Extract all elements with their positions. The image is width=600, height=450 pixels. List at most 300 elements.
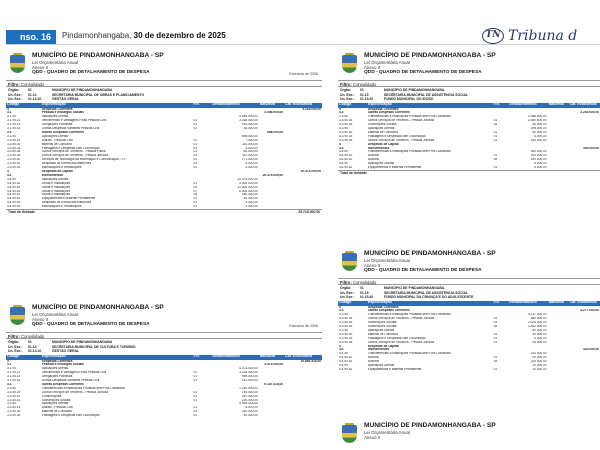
cell-code: 3.3.50	[339, 115, 348, 119]
cell-economic: 10.660.318,00	[300, 359, 321, 363]
cell-code: 3.3.50.43	[7, 398, 21, 402]
cell-resource: 01	[493, 154, 498, 158]
cell-description: Auxílios	[367, 360, 379, 364]
cell-description: Transferências a Instituições Privadas sem Fins Lucrativos	[367, 313, 451, 317]
org-name: MUNICÍPIO DE PINDAMONHANGABA	[52, 340, 113, 344]
unit-name: SECRETARIA MUNICIPAL DE ASSISTÊNCIA SOCIAL	[384, 290, 469, 295]
report-title: QDD - QUADRO DE DETALHAMENTO DE DESPESA	[32, 322, 150, 327]
cell-breakdown: 171.000,00	[241, 158, 258, 162]
cell-description: Equipamentos e Material Permanente	[41, 197, 96, 201]
subunit-row	[8, 97, 320, 102]
column-header: Cat. Econômica	[569, 301, 600, 306]
subunit-name: FUNDO MUNICIPAL DA CRIANÇA E DO ADOLESCENTE	[384, 295, 474, 299]
cell-resource: 01	[193, 142, 197, 146]
unit-code: 01.13	[28, 92, 37, 97]
cell-description: Contribuições	[41, 394, 62, 398]
date-prefix: Pindamonhangaba,	[62, 31, 132, 40]
cell-code: 3.1.90	[7, 115, 16, 119]
coat-of-arms-icon	[340, 251, 359, 273]
cell-breakdown: 3.233.000,00	[239, 371, 258, 375]
cell-description: Equipamentos e Material Permanente	[367, 368, 422, 371]
cell-breakdown: 745.000,00	[241, 390, 258, 394]
column-header: Natureza	[548, 103, 569, 108]
cell-code: 4.4	[339, 146, 344, 150]
column-header: Especificação	[367, 103, 493, 108]
coat-of-arms-icon	[340, 53, 359, 75]
unit-label: Un. Exe.:	[340, 97, 355, 101]
cell-resource: 01	[493, 130, 498, 134]
unit-code: 01.14	[28, 344, 37, 349]
unit-label: Un. Exe.:	[340, 92, 355, 97]
cell-code: 3.3.90	[7, 134, 16, 138]
cell-breakdown: 150.000,00	[530, 158, 547, 162]
cell-breakdown: 5.000,00	[534, 166, 547, 170]
cell-code: 3.1.90.13	[7, 375, 21, 379]
cell-breakdown: 1.832.000,00	[527, 325, 547, 329]
cell-resource: 01	[493, 119, 498, 123]
cell-resource: 05	[493, 158, 498, 162]
cell-breakdown: 7.000,00	[245, 138, 258, 142]
org-code: 01	[360, 88, 364, 92]
column-header: F.R.	[192, 355, 211, 360]
cell-breakdown: 287.000,00	[241, 394, 258, 398]
cell-description: Aplicações Diretas	[41, 367, 69, 371]
cell-breakdown: 11.000.000,00	[237, 185, 258, 189]
report-annex: Anexo II	[32, 317, 49, 322]
cell-resource: 01	[493, 356, 498, 360]
cell-description: Obrigações Patronais	[41, 123, 73, 127]
cell-description: Indenizações e Restituições	[41, 166, 82, 170]
cell-code: 4.4.90.51	[7, 189, 21, 193]
cell-description: Subvenções Sociais	[367, 123, 397, 127]
cell-breakdown: 200.000,00	[530, 154, 547, 158]
cell-resource: 01	[193, 201, 197, 205]
org-code: 01	[28, 340, 32, 344]
cell-code: 3.3.90.33	[7, 414, 21, 418]
cell-code: 3.1.90.13	[7, 123, 21, 127]
cell-code: 4.4.50	[339, 150, 348, 154]
unit-total	[6, 209, 322, 214]
cell-description: Obras e Instalações	[41, 189, 71, 193]
cell-description: Despesas de Capital	[367, 344, 399, 348]
cell-resource: 01	[193, 414, 197, 418]
cell-description: Outras Despesas Correntes	[41, 382, 84, 386]
cell-description: Aplicações Diretas	[367, 127, 395, 131]
cell-code: 3.3.90.14	[7, 138, 21, 142]
cell-code: 3.3.50.43	[339, 123, 353, 127]
cell-description: Aplicações Diretas	[41, 134, 69, 138]
report-header	[6, 302, 322, 332]
cell-code: 3.1	[7, 363, 12, 367]
unit-name: SECRETARIA MUNICIPAL DE ASSISTÊNCIA SOCIAL	[384, 92, 469, 97]
cell-description: Vencimentos e Vantagens Fixas Pessoal Civil	[41, 371, 107, 375]
cell-description: Serviços de Tecnologia da Informação e Comunicação - PJ	[41, 158, 126, 162]
cell-description: Obras e Instalações	[41, 185, 71, 189]
cell-breakdown: 180.000,00	[241, 193, 258, 197]
column-header: Código	[6, 103, 41, 108]
cell-resource: 01	[493, 166, 498, 170]
cell-description: Material de Consumo	[367, 332, 399, 336]
filter-label: Filtro:	[8, 82, 20, 87]
cell-breakdown: 30.000,00	[532, 332, 547, 336]
cell-breakdown: 2.025.000,00	[527, 321, 547, 325]
cell-economic	[284, 414, 322, 418]
cell-description: Despesas de Exercícios Anteriores	[41, 201, 92, 205]
cell-resource: 05	[493, 325, 498, 329]
cell-breakdown: 10.000,00	[532, 364, 547, 368]
column-header: Código	[338, 103, 367, 108]
unit-total-label: Total da Unidade	[340, 171, 368, 175]
cell-resource: 07	[193, 189, 197, 193]
cell-description: Aplicações Diretas	[41, 177, 69, 181]
cell-breakdown: 10.000,00	[532, 368, 547, 371]
cell-code: 4	[339, 142, 341, 146]
cell-code: 3.3.50.43	[339, 321, 353, 325]
org-block	[338, 285, 600, 301]
cell-code: 3.1.90.16	[7, 127, 21, 131]
cell-description: Passagens e Despesas com Locomoção	[367, 336, 426, 340]
column-header: Especificação	[367, 301, 493, 306]
table-row	[6, 414, 322, 418]
cell-description: Outras Despesas Correntes	[367, 111, 410, 115]
coat-of-arms-icon	[340, 423, 359, 445]
cell-code: 4.4.90.51	[7, 185, 21, 189]
cell-code: 4.4.50.42	[339, 158, 353, 162]
cell-description: Equipamentos e Material Permanente	[367, 166, 422, 170]
cell-resource: 01	[193, 123, 197, 127]
cell-code: 3.3.50.39	[7, 390, 21, 394]
cell-code: 3.3.90.33	[7, 146, 21, 150]
cell-code: 4	[339, 344, 341, 348]
cell-code: 4.4.50.42	[339, 154, 353, 158]
filter-label: Filtro:	[8, 334, 20, 339]
org-label: Órgão:	[340, 286, 352, 290]
filter-line	[6, 80, 322, 87]
budget-report-obras	[6, 50, 322, 296]
org-code: 01	[28, 88, 32, 92]
unit-code: 01.15	[360, 92, 369, 97]
edition-tag: nso. 16	[6, 30, 56, 44]
cell-description: Despesas de Capital	[367, 142, 399, 146]
cell-code: 4.4.50.42	[339, 356, 353, 360]
report-header	[6, 50, 322, 80]
cell-description: Outros Serviços de Terceiros - Pessoa Física	[41, 150, 106, 154]
cell-resource: 01	[193, 205, 197, 209]
cell-nature: 698.000,00	[267, 130, 284, 134]
cell-economic: 5.244.000,00	[302, 107, 321, 111]
brand-mark-icon: TN	[482, 28, 504, 44]
cell-breakdown: 60.000,00	[532, 328, 547, 332]
cell-breakdown: 320.000,00	[241, 410, 258, 414]
cell-code: 3.3.90.30	[7, 142, 21, 146]
cell-breakdown: 698.000,00	[241, 134, 258, 138]
expense-table	[6, 355, 322, 419]
cell-breakdown: 6.000.000,00	[239, 189, 258, 193]
report-municipality: MUNICÍPIO DE PINDAMONHANGABA - SP	[364, 422, 496, 429]
unit-name: SECRETARIA MUNICIPAL DE OBRAS E PLANEJAMENTO	[52, 92, 145, 97]
cell-breakdown: 4.217.000,00	[527, 313, 547, 317]
org-block	[6, 87, 322, 103]
org-label: Órgão:	[8, 88, 20, 92]
unit-total-value	[564, 171, 598, 175]
cell-breakdown: 5.000,00	[534, 162, 547, 166]
cell-resource: 01	[493, 368, 498, 371]
cell-code: 3.3.50	[339, 313, 348, 317]
cell-breakdown: 350.000,00	[530, 150, 547, 154]
column-header: Cat. Econômica	[569, 103, 600, 108]
cell-breakdown: 40.000,00	[532, 130, 547, 134]
filter-value: Consolidado	[21, 334, 45, 339]
publication-date	[62, 31, 226, 40]
cell-description: Obras e Instalações	[41, 181, 71, 185]
report-header	[338, 248, 600, 278]
report-annex: Anexo II	[364, 435, 381, 440]
cell-description: Obrigações Patronais	[41, 375, 73, 379]
cell-code: 4.4.90.52	[7, 197, 21, 201]
cell-description: Material de Consumo	[41, 142, 73, 146]
cell-breakdown: 2.050.000,00	[527, 119, 547, 123]
org-name: MUNICÍPIO DE PINDAMONHANGABA	[384, 286, 445, 290]
cell-code: 4.4.90.52	[339, 368, 353, 371]
report-municipality: MUNICÍPIO DE PINDAMONHANGABA - SP	[32, 52, 164, 59]
cell-description: Investimentos	[41, 173, 64, 177]
cell-resource: 05	[493, 123, 498, 127]
report-title: QDD - QUADRO DE DETALHAMENTO DE DESPESA	[364, 70, 482, 75]
cell-description: Material de Consumo	[41, 410, 73, 414]
subunit-code: 01.15.20	[360, 97, 374, 101]
filter-value: Consolidado	[353, 82, 377, 87]
cell-breakdown: 999.000,00	[241, 375, 258, 379]
cell-resource: 01	[193, 398, 197, 402]
cell-breakdown: 360.000,00	[530, 317, 547, 321]
subunit-code: 01.15.40	[360, 295, 374, 299]
cell-code: 3.3	[339, 309, 344, 313]
cell-resource: 05	[193, 185, 197, 189]
report-header	[338, 420, 600, 450]
cell-description: Despesas de Capital	[41, 170, 73, 173]
column-header: Natureza	[259, 355, 284, 360]
report-budget-law: Lei Orçamentária Anual	[364, 430, 410, 435]
cell-code: 4.4.50.42	[339, 360, 353, 364]
cell-breakdown: 978.000,00	[241, 123, 258, 127]
cell-resource: 01	[193, 162, 197, 166]
cell-code: 4.4	[339, 348, 344, 352]
subunit-row	[340, 295, 598, 300]
cell-resource: 01	[493, 134, 498, 138]
cell-nature: 6.187.318,00	[264, 382, 284, 386]
cell-economic: 20.474.000,00	[300, 170, 321, 173]
cell-resource: 01	[193, 410, 197, 414]
cell-economic: 320.000,00	[583, 348, 599, 352]
report-municipality: MUNICÍPIO DE PINDAMONHANGABA - SP	[32, 304, 164, 311]
cell-code: 3.3.50.41	[7, 394, 21, 398]
cell-resource: 08	[193, 193, 197, 197]
unit-label: Un. Exe.:	[8, 349, 23, 353]
column-header: Cat. Econômica	[284, 103, 322, 108]
cell-nature	[259, 414, 284, 418]
budget-report-stub	[338, 420, 600, 450]
report-title: QDD - QUADRO DE DETALHAMENTO DE DESPESA	[32, 70, 150, 75]
cell-breakdown: 3.328.000,00	[239, 119, 258, 123]
report-annex: Anexo II	[32, 65, 49, 70]
cell-code: 3	[339, 305, 341, 309]
cell-description: Transferências a Instituições Privadas sem Fins Lucrativos	[367, 115, 451, 119]
subunit-code: 01.14.10	[28, 349, 42, 353]
cell-description: Outras Despesas Correntes	[367, 309, 410, 313]
cell-resource: 01	[493, 336, 498, 340]
cell-breakdown: 3.000.000,00	[239, 181, 258, 185]
unit-label: Un. Exe.:	[8, 92, 23, 97]
budget-report-cultura	[6, 302, 322, 450]
report-header	[338, 50, 600, 80]
cell-breakdown: 3.000,00	[245, 201, 258, 205]
cell-breakdown: 4.473.000,00	[239, 367, 258, 371]
cell-code: 3.3.90.30	[7, 410, 21, 414]
cell-breakdown: 220.000,00	[241, 398, 258, 402]
report-budget-law: Lei Orçamentária Anual	[364, 258, 410, 263]
cell-breakdown: 38.000,00	[532, 123, 547, 127]
cell-description: Pessoal e Encargos Sociais	[41, 363, 84, 367]
filter-value: Consolidado	[353, 280, 377, 285]
cell-code: 4.4.90	[339, 162, 348, 166]
cell-code: 3.3.50.43	[339, 325, 353, 329]
cell-code: 4.4.90.93	[7, 205, 21, 209]
unit-label: Un. Exe.:	[340, 290, 355, 295]
cell-breakdown: 5.000,00	[245, 146, 258, 150]
report-title: QDD - QUADRO DE DETALHAMENTO DE DESPESA	[364, 268, 482, 273]
column-header: Desdobramento	[508, 301, 547, 306]
cell-nature: 4.473.000,00	[264, 363, 284, 367]
cell-economic: 2.283.000,00	[580, 111, 599, 115]
column-header: Natureza	[548, 301, 569, 306]
org-label: Órgão:	[8, 340, 20, 344]
cell-resource: 01	[193, 394, 197, 398]
cell-description: Despesas Correntes	[367, 107, 399, 111]
cell-resource: 01	[193, 138, 197, 142]
cell-breakdown: 25.000,00	[532, 340, 547, 344]
subunit-row	[8, 349, 320, 354]
cell-code: 3.3.90.39	[339, 138, 353, 142]
cell-breakdown: 3.000,00	[245, 166, 258, 170]
cell-code: 3.1.90.16	[7, 379, 21, 383]
cell-code: 4.4.90.51	[7, 181, 21, 185]
cell-breakdown: 1.252.000,00	[239, 386, 258, 390]
cell-code: 3.3.50.39	[339, 119, 353, 123]
cell-resource: 01	[493, 340, 498, 344]
cell-description: Outros Serviços de Terceiros - Pessoa Jurídica	[41, 390, 109, 394]
newspaper-logo	[482, 28, 577, 44]
cell-resource: 01	[493, 138, 498, 142]
cell-description: Material de Consumo	[367, 130, 399, 134]
cell-resource: 01	[193, 119, 197, 123]
cell-description: Subvenções Sociais	[41, 398, 71, 402]
subunit-name: GESTÃO GERAL	[52, 349, 80, 353]
org-name: MUNICÍPIO DE PINDAMONHANGABA	[384, 88, 445, 92]
unit-label: Un. Exe.:	[8, 344, 23, 349]
cell-breakdown: 5.000,00	[534, 336, 547, 340]
cell-breakdown: 5.000,00	[245, 406, 258, 410]
cell-code: 3.3.90.14	[7, 406, 21, 410]
column-header: Especificação	[41, 103, 193, 108]
cell-description: Outros Serviços de Terceiros - Pessoa Jurídica	[41, 154, 109, 158]
cell-nature: 20.474.000,00	[262, 173, 284, 177]
filter-label: Filtro:	[340, 82, 352, 87]
cell-code: 3.3.90	[7, 402, 16, 406]
cell-description: Indenizações e Restituições	[41, 205, 82, 209]
cell-description: Transferências a Instituições Privadas sem Fins Lucrativos	[367, 352, 451, 356]
column-header: Cat. Econômica	[284, 355, 322, 360]
cell-breakdown: 54.000,00	[243, 127, 258, 131]
column-header: F.R.	[493, 301, 509, 306]
column-header: Desdobramento	[508, 103, 547, 108]
cell-code: 3	[7, 359, 9, 363]
cell-code: 3.3.90.93	[7, 166, 21, 170]
subunit-code: 01.13.10	[28, 97, 42, 101]
cell-code: 4.4.90.52	[339, 166, 353, 170]
cell-breakdown: 195.000,00	[530, 127, 547, 131]
cell-resource: 01	[193, 181, 197, 185]
unit-label: Un. Exe.:	[340, 295, 355, 299]
unit-total-label: Total da Unidade	[8, 210, 36, 215]
cell-code: 3	[339, 107, 341, 111]
cell-resource: 01	[493, 317, 498, 321]
cell-code: 4.4.50	[339, 352, 348, 356]
cell-code: 3.3.90.39	[339, 340, 353, 344]
cell-breakdown: 310.000,00	[530, 352, 547, 356]
cell-code: 3.3.90.30	[339, 332, 353, 336]
cell-resource: 01	[193, 158, 197, 162]
unit-total	[338, 170, 600, 175]
cell-description: Aplicações Diretas	[367, 328, 395, 332]
cell-description: Subvenções Sociais	[367, 321, 397, 325]
cell-description: Transferências a Instituições Privadas sem Fins Lucrativos	[367, 150, 451, 154]
filter-line	[6, 332, 322, 339]
cell-economic	[569, 368, 600, 372]
unit-code: 01.15	[360, 290, 369, 295]
cell-code: 3.1	[7, 111, 12, 115]
cell-description: Subvenções Sociais	[367, 325, 397, 329]
brand-name: Tribuna d	[508, 28, 578, 44]
cell-description: Outras Despesas Variáveis Pessoal Civil	[41, 379, 100, 383]
expense-table	[338, 103, 600, 171]
coat-of-arms-icon	[8, 53, 27, 75]
cell-code: 3.3.90.33	[339, 336, 353, 340]
unit-total-value: 25.718.000,00	[298, 210, 320, 215]
cell-code: 3.1.90	[7, 367, 16, 371]
cell-code: 4.4	[7, 173, 12, 177]
cell-description: Outros Serviços de Terceiros - Pessoa Jurídica	[367, 340, 435, 344]
column-header: Desdobramento	[211, 103, 258, 108]
cell-code: 3.3.50.39	[339, 317, 353, 321]
cell-breakdown: 20.474.000,00	[237, 177, 258, 181]
cell-breakdown: 110.000,00	[242, 142, 258, 146]
cell-resource: 01	[193, 166, 197, 170]
cell-breakdown: 4.546.000,00	[239, 115, 258, 119]
cell-code: 4.4.90.51	[7, 193, 21, 197]
cell-resource: 01	[193, 371, 197, 375]
column-header: Especificação	[41, 355, 193, 360]
cell-breakdown: 2.088.000,00	[527, 115, 547, 119]
cell-description: Outras Despesas Variáveis Pessoal Civil	[41, 127, 100, 131]
cell-code: 4	[7, 170, 9, 173]
cell-description: Pessoal e Encargos Sociais	[41, 111, 84, 115]
report-exercise: Exercício de 2026	[289, 324, 318, 328]
cell-breakdown: 1.000,00	[245, 205, 258, 209]
cell-description: Passagens e Despesas com Locomoção	[41, 146, 100, 150]
cell-breakdown: 150.000,00	[530, 138, 547, 142]
cell-resource: 01	[493, 321, 498, 325]
cell-code: 3.3.90.36	[7, 150, 21, 154]
